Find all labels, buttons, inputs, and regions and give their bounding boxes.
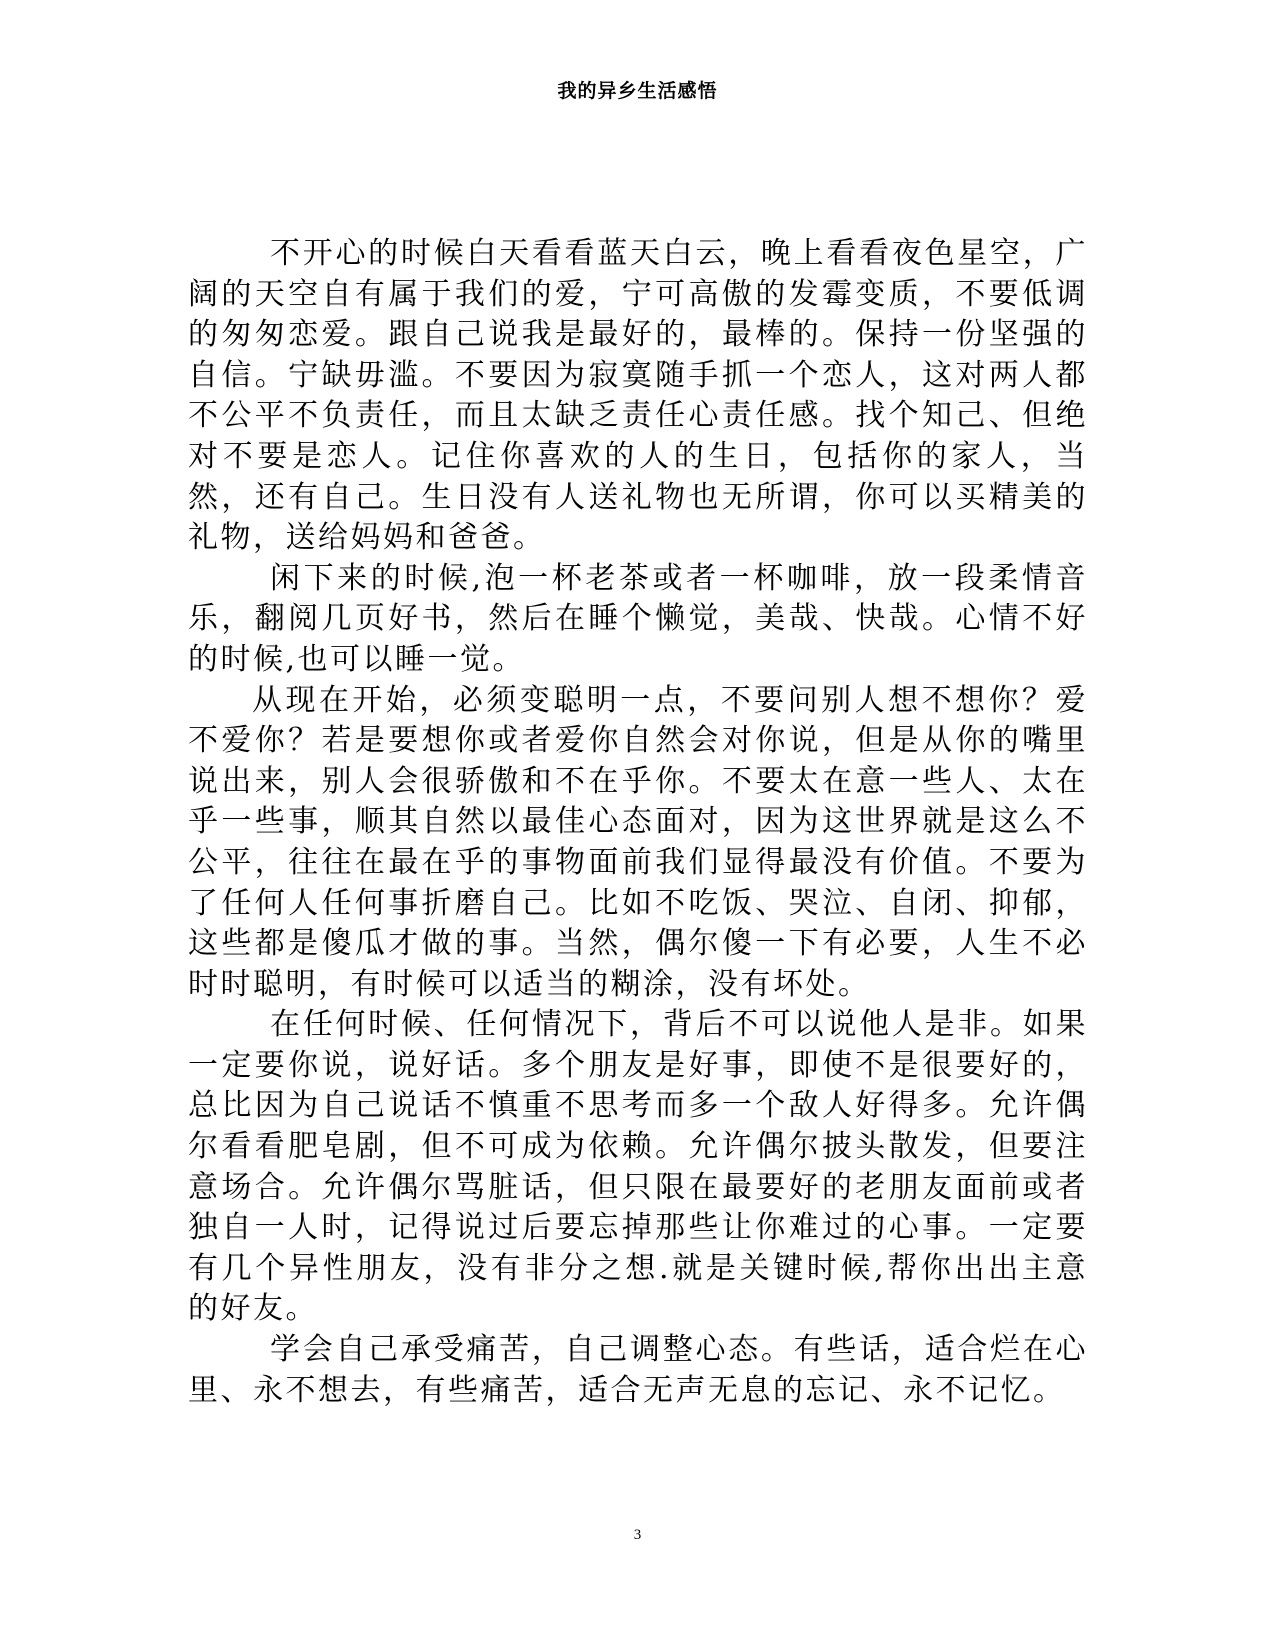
page-number: 3 [633,1527,642,1543]
paragraph-3: 从现在开始，必须变聪明一点，不要问别人想不想你？爱不爱你？若是要想你或者爱你自然会对你说，但是从你的嘴里说出来，别人会很骄傲和不在乎你。不要太在意一些人、太在乎一些事，顺其自然以最佳心态面对，因为这世界就是这么不公平，往往在最在乎的事物面前我们显得最没有价值。不要为了任何人任何事折磨自己。比如不吃饭、哭泣、自闭、抑郁，这些都是傻瓜才做的事。当然，偶尔傻一下有必要，人生不必时时聪明，有时候可以适当的糊涂，没有坏处。 [188,682,1088,1002]
document-title: 我的异乡生活感悟 [557,80,718,102]
paragraph-5: 学会自己承受痛苦，自己调整心态。有些话，适合烂在心里、永不想去，有些痛苦，适合无声无息的忘记、永不记忆。 [188,1332,1088,1408]
paragraph-2: 闲下来的时候,泡一杯老茶或者一杯咖啡，放一段柔情音乐，翻阅几页好书，然后在睡个懒觉，美哉、快哉。心情不好的时候,也可以睡一觉。 [188,560,1088,677]
document-body [188,234,1088,1411]
paragraph-4: 在任何时候、任何情况下，背后不可以说他人是非。如果一定要你说，说好话。多个朋友是好事，即使不是很要好的，总比因为自己说话不慎重不思考而多一个敌人好得多。允许偶尔看看肥皂剧，但不可成为依赖。允许偶尔披头散发，但要注意场合。允许偶尔骂脏话，但只限在最要好的老朋友面前或者独自一人时，记得说过后要忘掉那些让你难过的心事。一定要有几个异性朋友，没有非分之想.就是关键时候,帮你出出主意的好友。 [188,1007,1088,1327]
paragraph-1: 不开心的时候白天看看蓝天白云，晚上看看夜色星空，广阔的天空自有属于我们的爱，宁可高傲的发霉变质，不要低调的匆匆恋爱。跟自己说我是最好的，最棒的。保持一份坚强的自信。宁缺毋滥。不要因为寂寞随手抓一个恋人，这对两人都不公平不负责任，而且太缺乏责任心责任感。找个知己、但绝对不要是恋人。记住你喜欢的人的生日，包括你的家人，当然，还有自己。生日没有人送礼物也无所谓，你可以买精美的礼物，送给妈妈和爸爸。 [188,236,1088,556]
